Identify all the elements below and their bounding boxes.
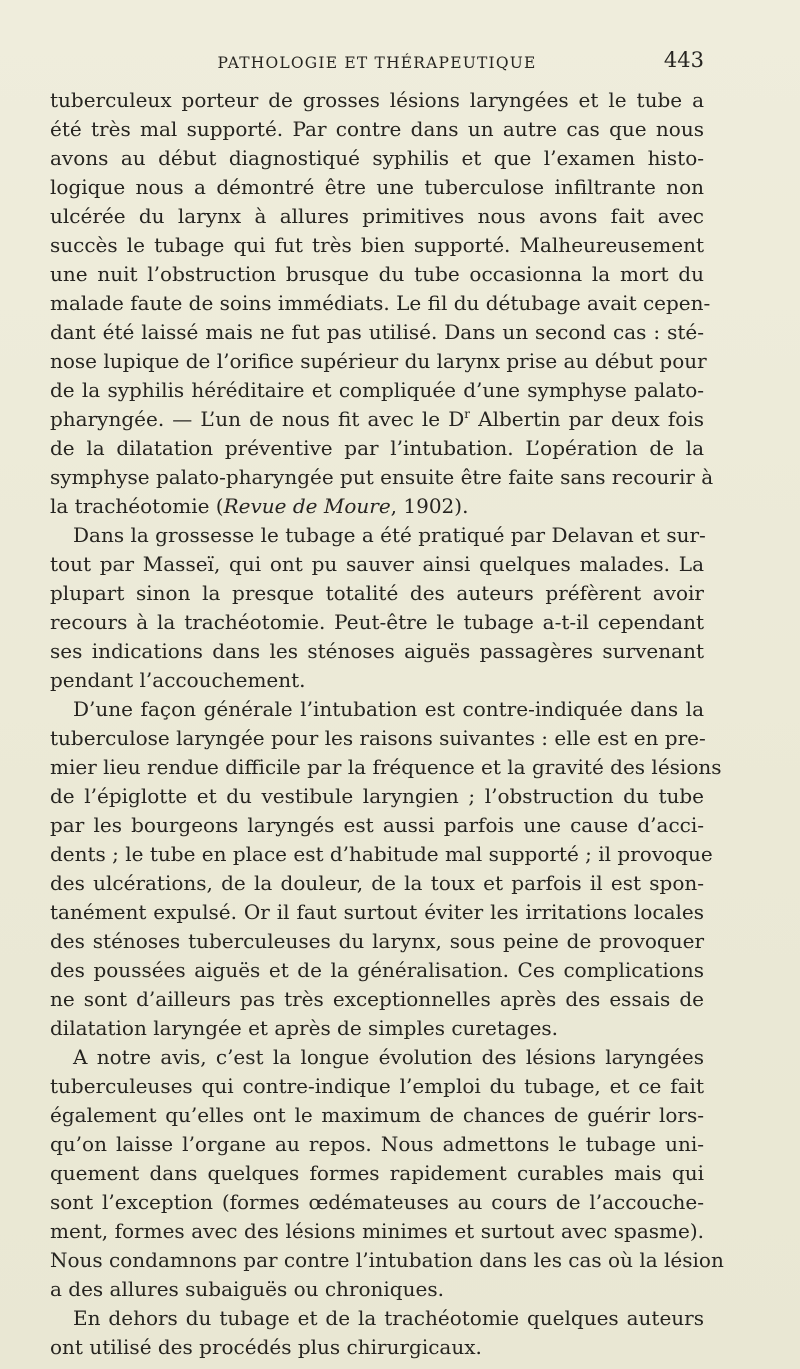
text-line: mier lieu rendue difficile par la fréquence et la gravité des lésions	[50, 755, 722, 779]
text-line: dant été laissé mais ne fut pas utilisé. Dans un second cas : sté-	[50, 320, 704, 344]
running-head	[50, 46, 704, 80]
paragraph-start-line: A notre avis, c’est la longue évolution des lésions laryngées	[73, 1045, 704, 1069]
text-line: tuberculose laryngée pour les raisons suivantes : elle est en pre-	[50, 726, 706, 750]
text-line: malade faute de soins immédiats. Le fil du détubage avait cepen-	[50, 291, 711, 315]
text-line: une nuit l’obstruction brusque du tube occasionna la mort du	[50, 262, 704, 286]
text-line: également qu’elles ont le maximum de chances de guérir lors-	[50, 1103, 704, 1127]
text-line: été très mal supporté. Par contre dans un autre cas que nous	[50, 117, 704, 141]
paragraph-start-line: En dehors du tubage et de la trachéotomie quelques auteurs	[73, 1306, 704, 1330]
text-line: avons au début diagnostiqué syphilis et que l’examen histo-	[50, 146, 704, 170]
text-fragment: , 1902).	[390, 494, 469, 518]
text-line: pendant l’accouchement.	[50, 668, 306, 692]
text-line: qu’on laisse l’organe au repos. Nous admettons le tubage uni-	[50, 1132, 704, 1156]
text-line: de l’épiglotte et du vestibule laryngien ; l’obstruction du tube	[50, 784, 704, 808]
text-line: tanément expulsé. Or il faut surtout éviter les irritations locales	[50, 900, 704, 924]
text-line: sont l’exception (formes œdémateuses au cours de l’accouche-	[50, 1190, 704, 1214]
text-line: des sténoses tuberculeuses du larynx, sous peine de provoquer	[50, 929, 704, 953]
text-line	[50, 405, 704, 434]
text-line: recours à la trachéotomie. Peut-être le tubage a-t-il cependant	[50, 610, 704, 634]
text-line: des poussées aiguës et de la généralisation. Ces complications	[50, 958, 704, 982]
text-line: dents ; le tube en place est d’habitude mal supporté ; il provoque	[50, 842, 713, 866]
text-line: tuberculeuses qui contre-indique l’emploi du tubage, et ce fait	[50, 1074, 704, 1098]
page-number: 443	[663, 48, 704, 72]
text-line: ulcérée du larynx à allures primitives nous avons fait avec	[50, 204, 704, 228]
text-line: symphyse palato-pharyngée put ensuite être faite sans recourir à	[50, 465, 714, 489]
text-line: tuberculeux porteur de grosses lésions laryngées et le tube a	[50, 88, 704, 112]
paragraph-start-line: D’une façon générale l’intubation est contre-indiquée dans la	[73, 697, 704, 721]
text-line: ment, formes avec des lésions minimes et surtout avec spasme).	[50, 1219, 704, 1243]
running-title: PATHOLOGIE ET THÉRAPEUTIQUE	[217, 54, 537, 72]
text-line: nose lupique de l’orifice supérieur du larynx prise au début pour	[50, 349, 707, 373]
text-line: de la dilatation préventive par l’intubation. L’opération de la	[50, 436, 704, 460]
body-text	[50, 86, 724, 1362]
text-line: par les bourgeons laryngés est aussi parfois une cause d’acci-	[50, 813, 704, 837]
text-line: dilatation laryngée et après de simples curetages.	[50, 1016, 559, 1040]
text-line: des ulcérations, de la douleur, de la toux et parfois il est spon-	[50, 871, 704, 895]
text-line: ne sont d’ailleurs pas très exceptionnelles après des essais de	[50, 987, 704, 1011]
text-line: ses indications dans les sténoses aiguës passagères survenant	[50, 639, 704, 663]
text-line: de la syphilis héréditaire et compliquée d’une symphyse palato-	[50, 378, 704, 402]
text-line: a des allures subaiguës ou chroniques.	[50, 1277, 444, 1301]
text-line: succès le tubage qui fut très bien supporté. Malheureusement	[50, 233, 704, 257]
text-line: plupart sinon la presque totalité des auteurs préfèrent avoir	[50, 581, 704, 605]
text-line: logique nous a démontré être une tuberculose infiltrante non	[50, 175, 704, 199]
text-line	[50, 492, 704, 521]
text-fragment: Albertin par deux fois	[470, 407, 704, 431]
text-line: tout par Masseï, qui ont pu sauver ainsi quelques malades. La	[50, 552, 704, 576]
text-fragment: la trachéotomie (	[50, 494, 224, 518]
paragraph-start-line: Dans la grossesse le tubage a été pratiqué par Delavan et sur-	[73, 523, 706, 547]
text-line: Nous condamnons par contre l’intubation dans les cas où la lésion	[50, 1248, 724, 1272]
journal-title: Revue de Moure	[223, 494, 391, 518]
doctor-superscript: r	[464, 407, 471, 421]
text-fragment: pharyngée. — L’un de nous fit avec le D	[50, 407, 465, 431]
text-line: ont utilisé des procédés plus chirurgicaux.	[50, 1335, 482, 1359]
text-line: quement dans quelques formes rapidement curables mais qui	[50, 1161, 704, 1185]
